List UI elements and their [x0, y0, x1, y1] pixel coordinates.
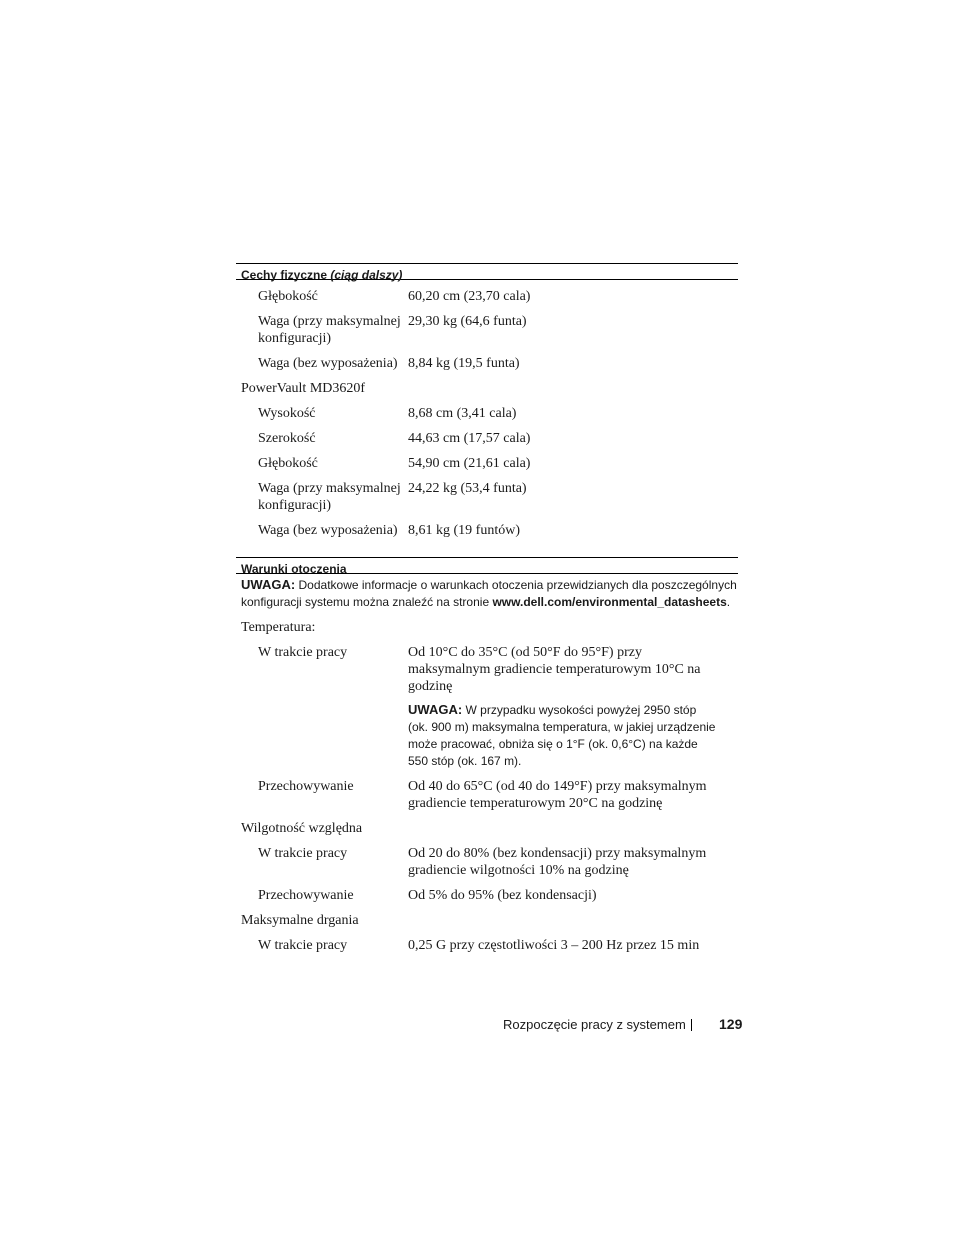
spec-label: Wysokość: [258, 406, 316, 421]
spec-value: 8,68 cm (3,41 cala): [408, 406, 517, 421]
spec-value: 8,61 kg (19 funtów): [408, 523, 520, 538]
footer-chapter-title: Rozpoczęcie pracy z systemem: [503, 1017, 686, 1032]
spec-label: Waga (przy maksymalnej konfiguracji): [258, 481, 401, 513]
spec-label: Głębokość: [258, 289, 318, 304]
spec-row: [236, 644, 738, 770]
note-tag: UWAGA:: [408, 702, 463, 717]
section-spacer: [236, 539, 738, 557]
spec-table: [236, 263, 738, 954]
group-label-vibration: Maksymalne drgania: [241, 913, 359, 928]
section-header-physical: [236, 263, 738, 280]
note-text: Dodatkowe informacje o warunkach otoczenia przewidzianych dla poszczególnych konfiguracji systemu można znaleźć na stronie: [241, 578, 737, 609]
spec-value: 44,63 cm (17,57 cala): [408, 431, 531, 446]
spec-label: Waga (bez wyposażenia): [258, 356, 398, 371]
spec-row: [236, 845, 738, 879]
environment-note: [236, 576, 738, 611]
section-header-environment: [236, 557, 738, 574]
group-label-temperature: Temperatura:: [241, 620, 316, 635]
spec-value: Od 10°C do 35°C (od 50°F do 95°F) przy maksymalnym gradiencie temperaturowym 10°C na godzinę: [408, 645, 701, 694]
group-label-humidity: Wilgotność względna: [241, 821, 363, 836]
spec-label: Szerokość: [258, 431, 316, 446]
spec-label: Waga (bez wyposażenia): [258, 523, 398, 538]
datasheet-link[interactable]: www.dell.com/environmental_datasheets: [492, 595, 727, 609]
spec-value: 0,25 G przy częstotliwości 3 – 200 Hz przez 15 min: [408, 938, 700, 953]
note-end: .: [726, 595, 731, 609]
spec-value: 8,84 kg (19,5 funta): [408, 356, 520, 371]
note-tag: UWAGA:: [241, 577, 296, 592]
spec-row: [236, 455, 738, 472]
spec-value: 60,20 cm (23,70 cala): [408, 289, 531, 304]
spec-label: Waga (przy maksymalnej konfiguracji): [258, 314, 401, 346]
spec-value: 54,90 cm (21,61 cala): [408, 456, 531, 471]
spec-row: [236, 778, 738, 812]
note-text: W przypadku wysokości powyżej 2950 stóp (ok. 900 m) maksymalna temperatura, w jakiej urządzenie może pracować, obniża się o 1°F (ok. 0,6°C) na każde 550 stóp (ok. 167 m).: [408, 703, 716, 768]
section-title: Cechy fizyczne: [241, 268, 328, 282]
spec-row: [236, 313, 738, 347]
spec-value: Od 40 do 65°C (od 40 do 149°F) przy maksymalnym gradiencie temperaturowym 20°C na godzinę: [408, 779, 707, 811]
spec-label: W trakcie pracy: [258, 846, 348, 861]
spec-value: Od 5% do 95% (bez kondensacji): [408, 888, 597, 903]
spec-value-cell: [408, 644, 718, 770]
spec-value: Od 20 do 80% (bez kondensacji) przy maksymalnym gradiencie wilgotności 10% na godzinę: [408, 846, 707, 878]
spec-value: 29,30 kg (64,6 funta): [408, 314, 527, 329]
section-title: Warunki otoczenia: [241, 562, 347, 576]
spec-row: [236, 430, 738, 447]
spec-label: W trakcie pracy: [258, 938, 348, 953]
page-number: 129: [719, 1016, 743, 1032]
spec-value: 24,22 kg (53,4 funta): [408, 481, 527, 496]
spec-row: [236, 405, 738, 422]
spec-label: Przechowywanie: [258, 779, 354, 794]
spec-label: W trakcie pracy: [258, 645, 348, 660]
spec-row: [236, 355, 738, 372]
spec-label: Głębokość: [258, 456, 318, 471]
spec-row: [236, 937, 738, 954]
spec-row: [236, 480, 738, 514]
spec-row: [236, 522, 738, 539]
group-label-md3620f: PowerVault MD3620f: [241, 381, 366, 396]
section-title-suffix: (ciąg dalszy): [330, 268, 403, 282]
altitude-note: [408, 701, 718, 770]
spec-row: [236, 288, 738, 305]
footer-separator: [691, 1019, 692, 1031]
spec-row: [236, 887, 738, 904]
spec-label: Przechowywanie: [258, 888, 354, 903]
